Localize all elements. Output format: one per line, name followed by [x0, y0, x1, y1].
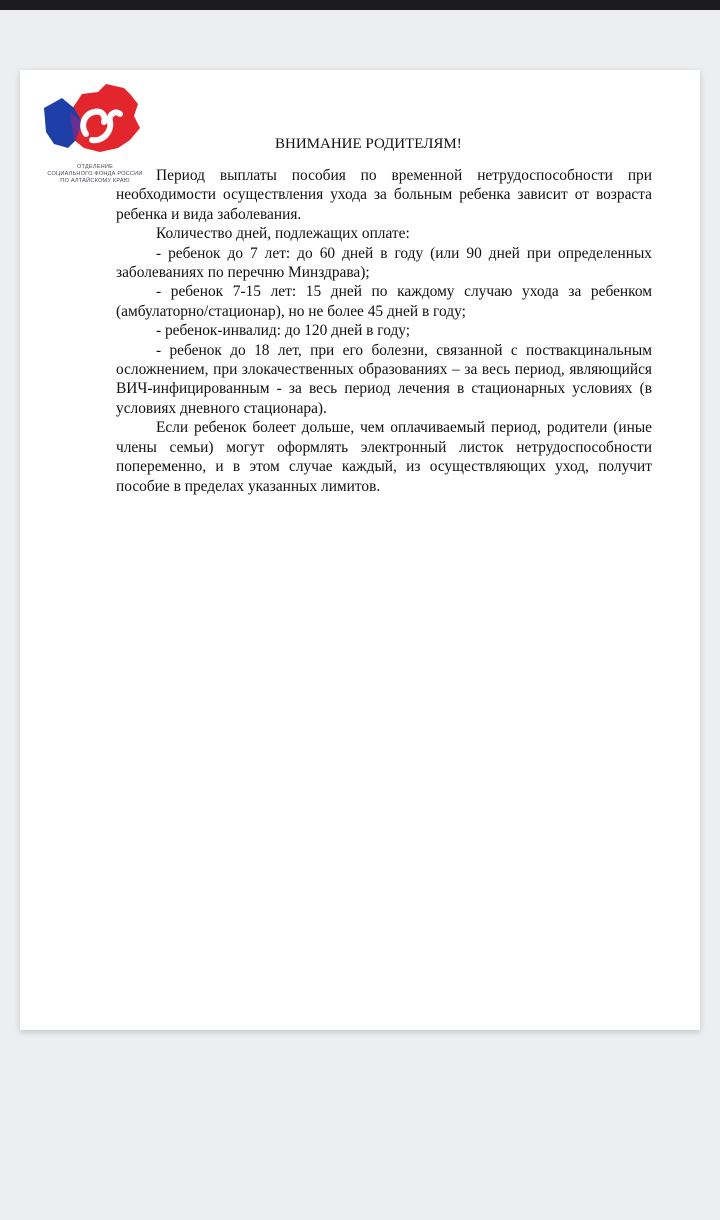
- status-bar: [0, 0, 720, 10]
- document-title: ВНИМАНИЕ РОДИТЕЛЯМ!: [275, 136, 462, 152]
- paragraph-intro: Период выплаты пособия по временной нетрудоспособности при необходимости осуществления ухода за больным ребенка зависит от возраста ребенка и вида заболевания.: [116, 167, 652, 223]
- paragraph-conclusion: Если ребенок болеет дольше, чем оплачиваемый период, родители (иные члены семьи) могут оформлять электронный листок нетрудоспособности попеременно, и в этом случае каждый, из осуществляющих уход, получит пособие в пределах указанных лимитов.: [116, 419, 652, 495]
- logo-caption-line: ОТДЕЛЕНИЕ: [76, 164, 114, 170]
- document-page: [20, 70, 700, 1030]
- paragraph-days-heading: Количество дней, подлежащих оплате:: [156, 225, 410, 243]
- list-item-7-15: - ребенок 7-15 лет: 15 дней по каждому случаю ухода за ребенком (амбулаторно/стационар), но не более 45 дней в году;: [116, 283, 652, 320]
- document-body: [116, 166, 652, 496]
- list-item-under-18: - ребенок до 18 лет, при его болезни, связанной с поствакцинальным осложнением, при злокачественных образованиях – за весь период, являющийся ВИЧ-инфицированным - за весь период лечения в стационарных условиях (в условиях дневного стационара).: [116, 341, 652, 417]
- logo-caption-line: ПО АЛТАЙСКОМУ КРАЮ: [60, 178, 130, 184]
- list-item-under-7: - ребенок до 7 лет: до 60 дней в году (или 90 дней при определенных заболеваниях по перечню Минздрава);: [116, 244, 652, 282]
- list-item-disabled-child: - ребенок-инвалид: до 120 дней в году;: [156, 322, 411, 340]
- logo-caption-line: СОЦИАЛЬНОГО ФОНДА РОССИИ: [47, 171, 143, 177]
- sfr-emblem-icon: [40, 82, 150, 162]
